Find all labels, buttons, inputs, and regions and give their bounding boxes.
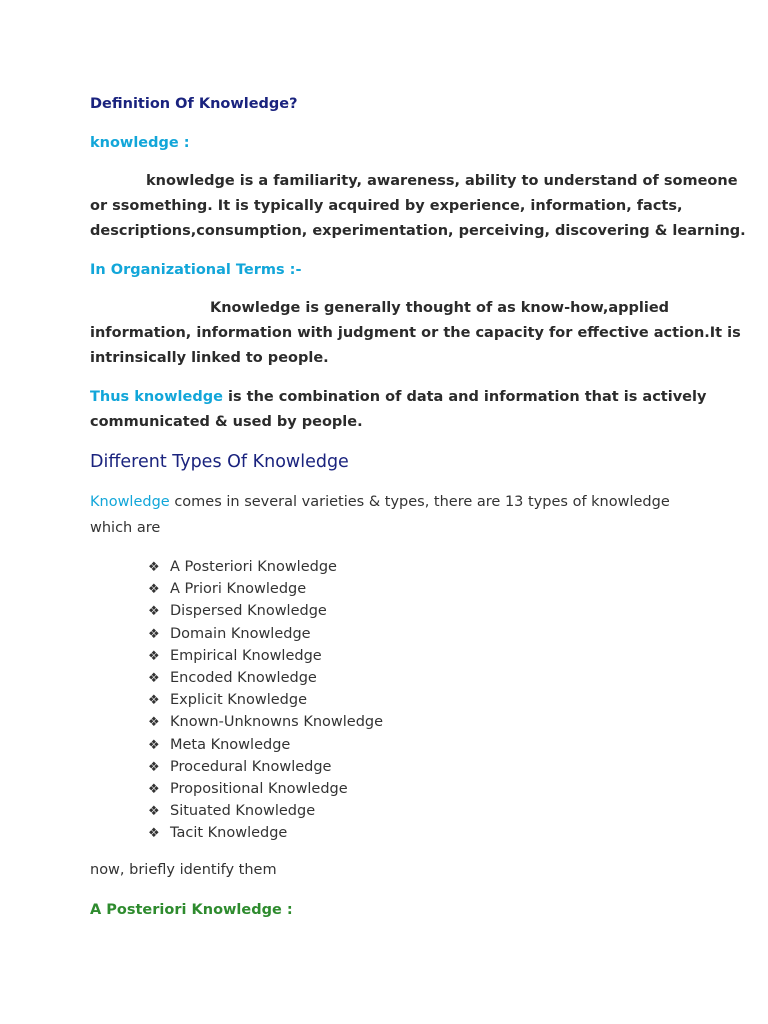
- intro-rest: comes in several varieties & types, there are 13 types of knowledge: [169, 494, 670, 510]
- list-item: [148, 734, 383, 756]
- list-item-label: A Posteriori Knowledge: [170, 559, 337, 575]
- intro-highlight: Knowledge: [90, 494, 170, 510]
- organizational-line-3: intrinsically linked to people.: [90, 350, 329, 366]
- definition-heading: Definition Of Knowledge?: [90, 96, 298, 112]
- diamond-bullet-icon: ❖: [148, 804, 160, 820]
- diamond-bullet-icon: ❖: [148, 737, 160, 753]
- outro-text: now, briefly identify them: [90, 862, 277, 878]
- list-item-label: Encoded Knowledge: [170, 669, 317, 686]
- definition-line-2: or ssomething. It is typically acquired by experience, information, facts,: [90, 198, 683, 214]
- list-item-label: Meta Knowledge: [170, 736, 291, 753]
- a-posteriori-heading: A Posteriori Knowledge :: [90, 902, 293, 918]
- list-item: [148, 645, 383, 667]
- organizational-line-2: information, information with judgment or the capacity for effective action.It is: [90, 325, 741, 341]
- intro-line-1: [90, 494, 670, 510]
- list-item: [148, 822, 383, 844]
- list-item-label: Domain Knowledge: [170, 625, 311, 642]
- list-item-label: Procedural Knowledge: [170, 758, 332, 775]
- diamond-bullet-icon: ❖: [148, 560, 160, 575]
- diamond-bullet-icon: ❖: [148, 715, 160, 731]
- list-item-label: Tacit Knowledge: [170, 825, 288, 842]
- list-item-label: Known-Unknowns Knowledge: [170, 714, 384, 731]
- knowledge-label: knowledge :: [90, 135, 190, 151]
- list-item: [148, 778, 383, 800]
- thus-rest: is the combination of data and information that is actively: [222, 389, 707, 405]
- diamond-bullet-icon: ❖: [148, 693, 160, 709]
- diamond-bullet-icon: ❖: [148, 648, 160, 664]
- list-item: [148, 756, 383, 778]
- list-item: [148, 623, 383, 645]
- diamond-bullet-icon: ❖: [148, 759, 160, 775]
- list-item-label: A Priori Knowledge: [170, 581, 307, 598]
- definition-line-1: knowledge is a familiarity, awareness, ability to understand of someone: [146, 173, 738, 189]
- diamond-bullet-icon: ❖: [148, 670, 160, 686]
- list-item: [148, 578, 383, 600]
- thus-line-1: [90, 389, 706, 405]
- list-item: [148, 667, 383, 689]
- definition-line-3: descriptions,consumption, experimentation, perceiving, discovering & learning.: [90, 223, 746, 239]
- diamond-bullet-icon: ❖: [148, 604, 160, 620]
- list-item-label: Propositional Knowledge: [170, 780, 348, 797]
- types-list: [148, 556, 383, 844]
- organizational-label: In Organizational Terms :-: [90, 262, 302, 278]
- diamond-bullet-icon: ❖: [148, 582, 160, 598]
- list-item-label: Situated Knowledge: [170, 803, 316, 820]
- list-item-label: Dispersed Knowledge: [170, 603, 327, 620]
- list-item-label: Empirical Knowledge: [170, 647, 322, 664]
- list-item: [148, 556, 383, 578]
- thus-line-2: communicated & used by people.: [90, 414, 363, 430]
- diamond-bullet-icon: ❖: [148, 626, 160, 642]
- types-heading: Different Types Of Knowledge: [90, 452, 349, 472]
- thus-highlight: Thus knowledge: [90, 389, 223, 405]
- list-item-label: Explicit Knowledge: [170, 692, 308, 709]
- intro-line-2: which are: [90, 520, 161, 536]
- list-item: [148, 689, 383, 711]
- diamond-bullet-icon: ❖: [148, 781, 160, 797]
- list-item: [148, 800, 383, 822]
- list-item: [148, 600, 383, 622]
- list-item: [148, 711, 383, 733]
- organizational-line-1: Knowledge is generally thought of as know-how,applied: [210, 300, 670, 316]
- diamond-bullet-icon: ❖: [148, 826, 160, 842]
